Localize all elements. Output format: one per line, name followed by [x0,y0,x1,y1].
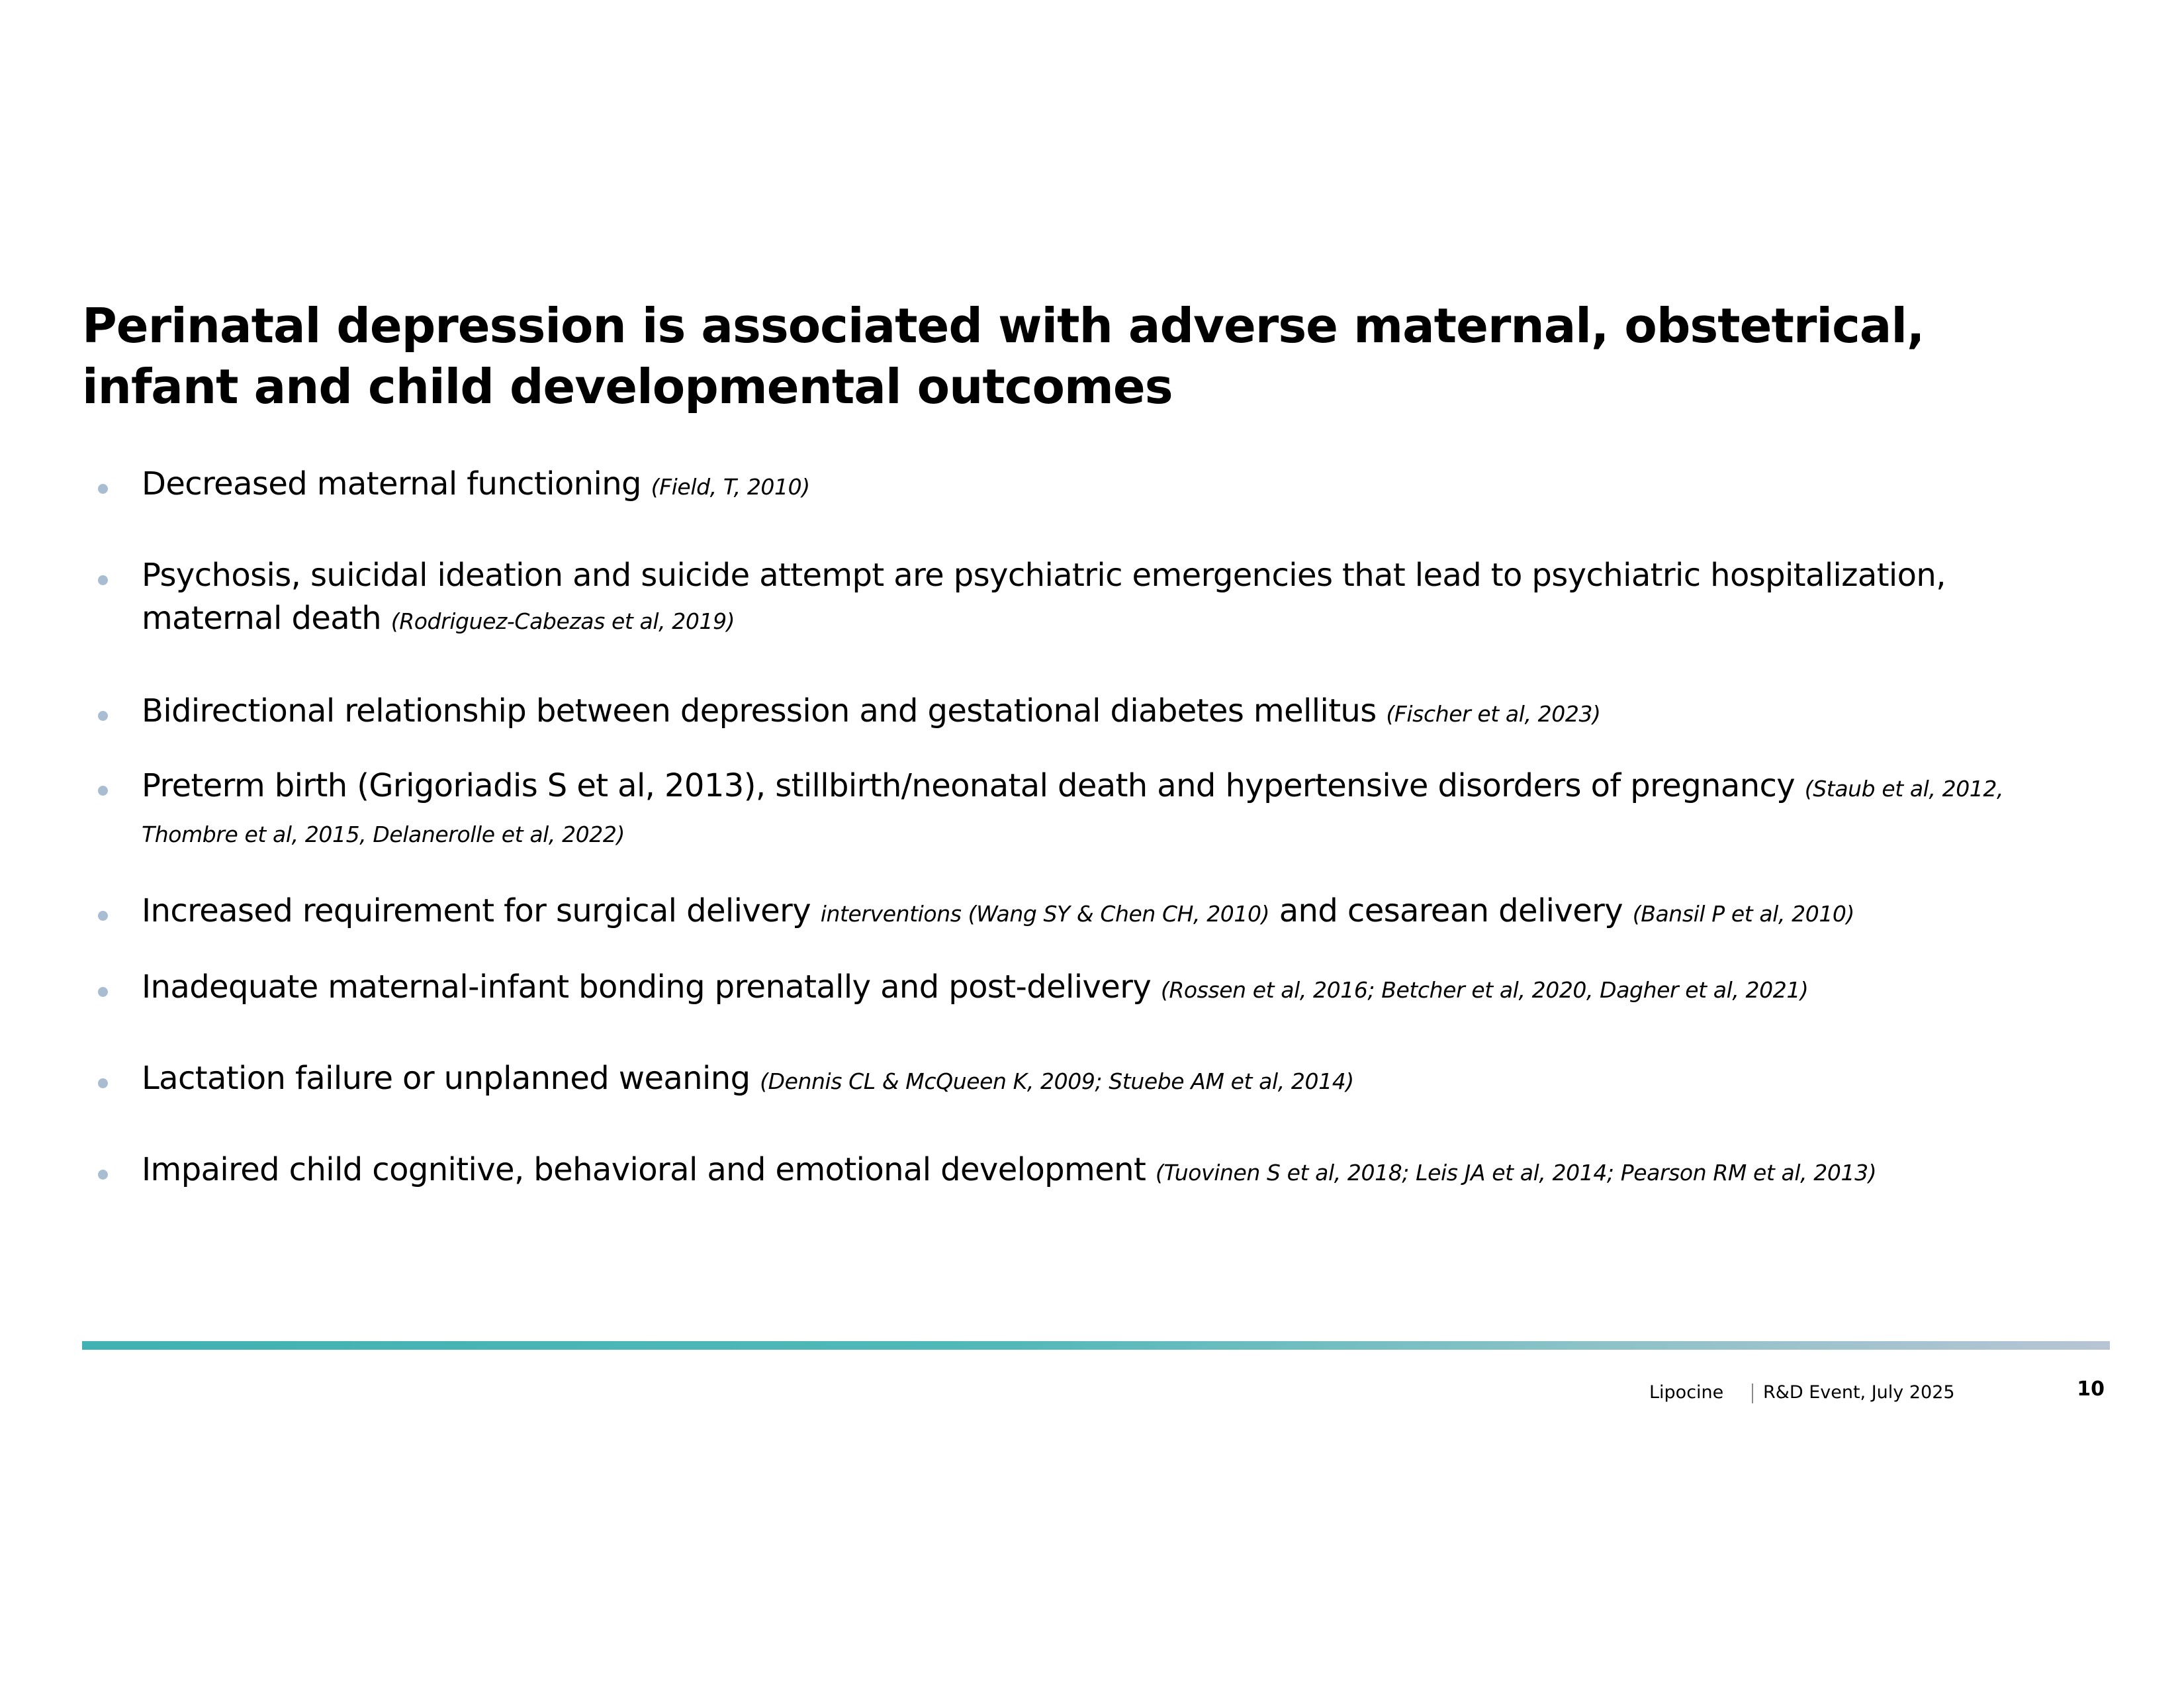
bullet-text [142,1057,2074,1103]
bullet-dot-icon [98,1170,108,1180]
bullet-main-text: Psychosis, suicidal ideation and suicide attempt are psychiatric emergencies that lead to psychiatric hospitalization, maternal death [142,557,1946,637]
bullet-dot-icon [98,786,108,796]
bullet-text [142,1149,2074,1194]
bullet-dot-icon [98,987,108,997]
bullet-citation: (Field, T, 2010) [651,474,810,500]
bullet-text [142,890,2074,935]
bullet-citation: (Fischer et al, 2023) [1386,701,1601,727]
bullet-main-text: Bidirectional relationship between depression and gestational diabetes mellitus [142,692,1387,729]
bullet-citation: (Tuovinen S et al, 2018; Leis JA et al, 2014; Pearson RM et al, 2013) [1155,1160,1877,1186]
bullet-text [142,463,2074,508]
bullet-citation: (Rossen et al, 2016; Betcher et al, 2020, Dagher et al, 2021) [1160,977,1809,1003]
footer-separator [1752,1383,1753,1403]
page-number: 10 [2077,1378,2105,1401]
bullet-main-text-continued: and cesarean delivery [1269,892,1633,929]
bullet-dot-icon [98,711,108,721]
bullet-citation: (Dennis CL & McQueen K, 2009; Stuebe AM et al, 2014) [760,1068,1354,1094]
slide-title: Perinatal depression is associated with adverse maternal, obstetrical, infant and child developmental outcomes [82,298,1925,414]
bullet-main-text: Inadequate maternal-infant bonding prenatally and post-delivery [142,968,1161,1006]
bullet-dot-icon [98,1078,108,1088]
bullet-text [142,690,2074,735]
bullet-main-text: Lactation failure or unplanned weaning [142,1060,760,1097]
bullet-main-text: Increased requirement for surgical delivery [142,892,821,929]
bullet-text [142,966,2074,1011]
bullet-dot-icon [98,484,108,494]
bullet-dot-icon [98,575,108,585]
bullet-citation: (Staub et al, 2012, Thombre et al, 2015, Delanerolle et al, 2022) [142,776,2004,847]
bullet-citation-continued: (Bansil P et al, 2010) [1632,901,1854,927]
footer-event: R&D Event, July 2025 [1763,1382,1955,1403]
footer-divider [82,1341,2110,1350]
bullet-text [142,765,2074,856]
bullet-main-text: Decreased maternal functioning [142,465,651,502]
bullet-citation: (Rodriguez-Cabezas et al, 2019) [390,608,735,634]
bullet-citation: interventions (Wang SY & Chen CH, 2010) [820,901,1270,927]
bullet-dot-icon [98,911,108,921]
bullet-main-text: Impaired child cognitive, behavioral and emotional development [142,1151,1156,1188]
bullet-text [142,554,2074,643]
bullet-main-text: Preterm birth (Grigoriadis S et al, 2013), stillbirth/neonatal death and hypertensive disorders of pregnancy [142,767,1805,804]
footer-company: Lipocine [1649,1382,1724,1403]
